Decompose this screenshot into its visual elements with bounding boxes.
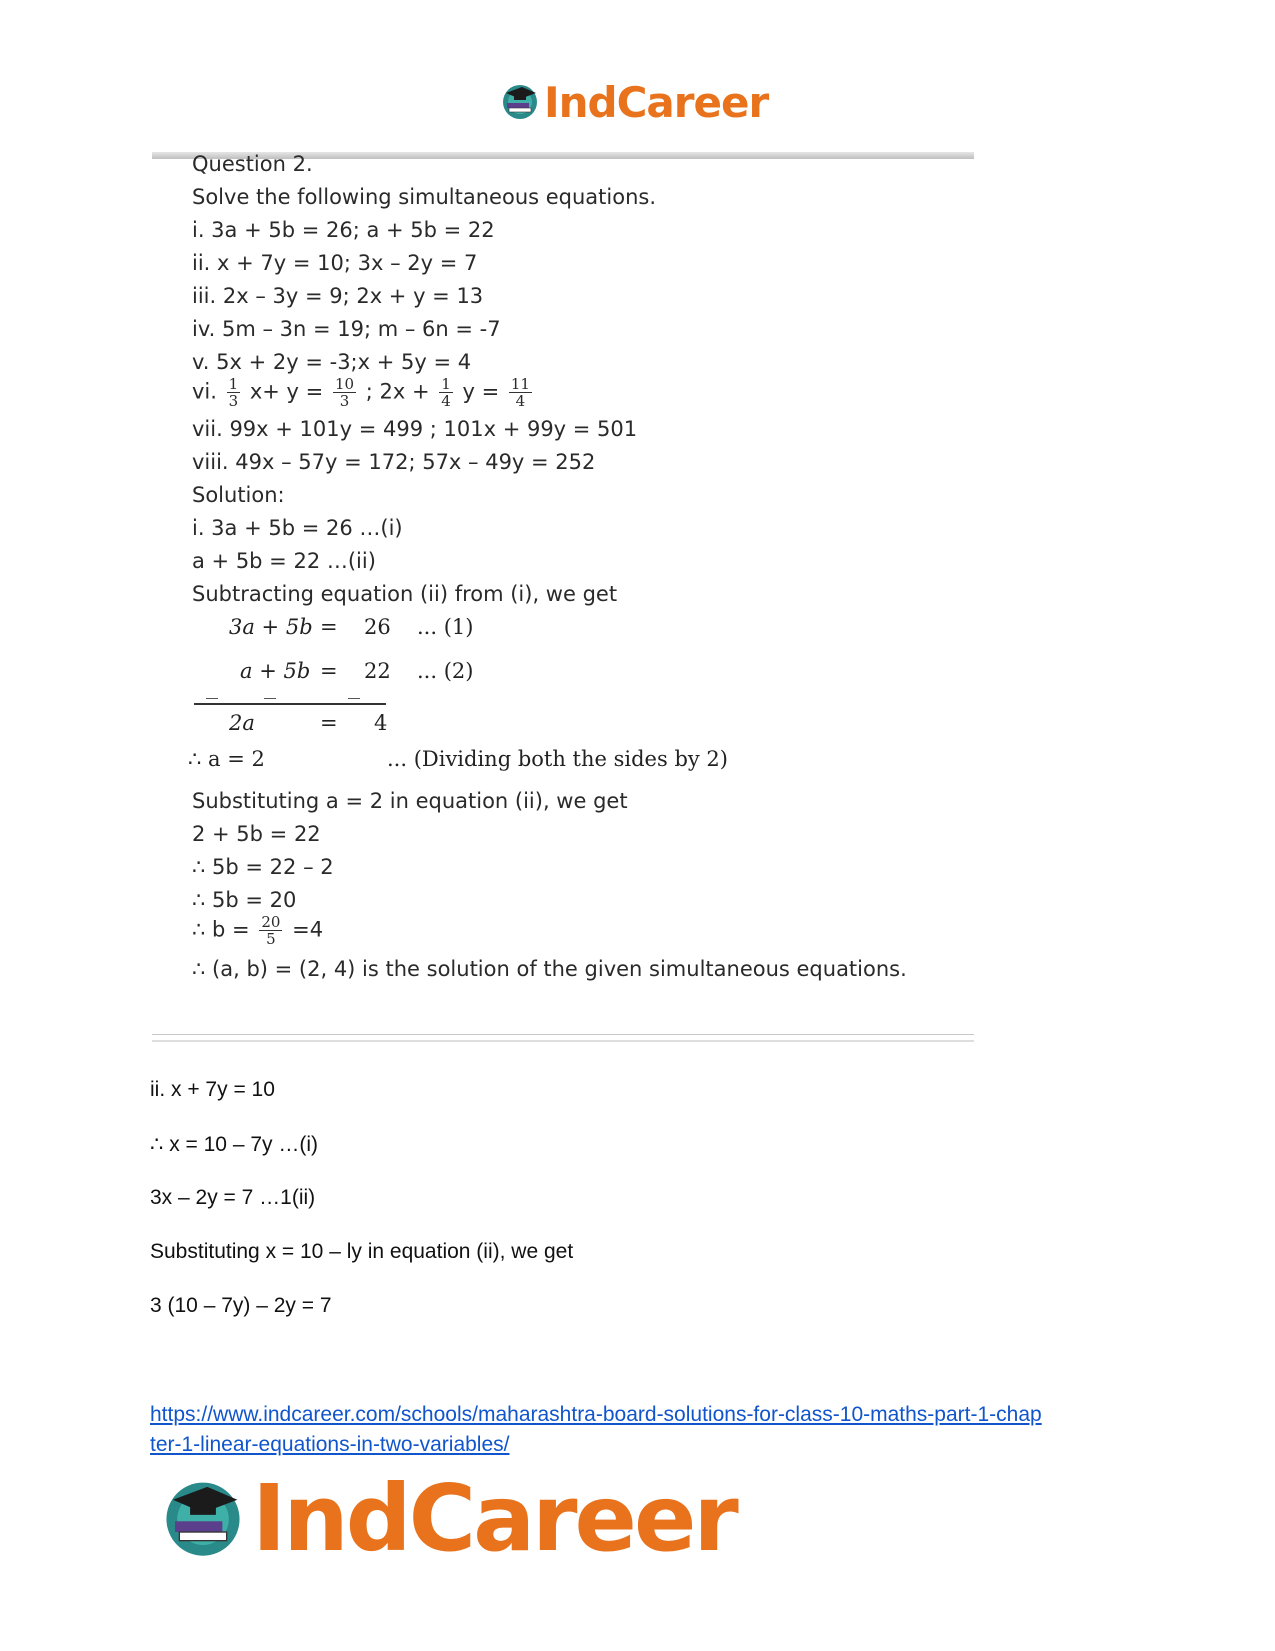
minus-sign: [264, 698, 276, 699]
question-item: iv. 5m – 3n = 19; m – 6n = -7: [192, 317, 501, 341]
indcareer-logo-bottom: [160, 1465, 736, 1572]
solution-line: 2 + 5b = 22: [192, 822, 321, 846]
source-link[interactable]: [150, 1400, 1130, 1460]
eq1-rhs: 26: [364, 615, 391, 639]
source-link-line[interactable]: https://www.indcareer.com/schools/maharashtra-board-solutions-for-class-10-maths-part-1-chap: [150, 1403, 1042, 1426]
question-item: viii. 49x – 57y = 172; 57x – 49y = 252: [192, 450, 596, 474]
solution-line: ∴ 5b = 20: [192, 888, 297, 912]
result-rhs: 4: [374, 711, 388, 735]
question-instruction: Solve the following simultaneous equations.: [192, 185, 657, 209]
question-item: i. 3a + 5b = 26; a + 5b = 22: [192, 218, 495, 242]
fraction: $\frac{1}{3}$: [228, 375, 239, 410]
solution-line: i. 3a + 5b = 26 …(i): [192, 516, 403, 540]
question-item-vi: vi. $\frac{1}{3}$ x+ y = $\frac{10}{3}$ ; 2x + $\frac{1}{4}$ y = $\frac{11}{4}$: [192, 375, 530, 410]
eq1-lhs: 3a + 5b: [229, 615, 313, 639]
solution-conclusion: ∴ (a, b) = (2, 4) is the solution of the given simultaneous equations.: [192, 957, 907, 981]
source-link-line[interactable]: ter-1-linear-equations-in-two-variables/: [150, 1433, 510, 1456]
indcareer-logo-top: [500, 78, 768, 127]
fraction: $\frac{11}{4}$: [510, 375, 530, 410]
b-value-line: ∴ b = $\frac{20}{5}$ =4: [192, 913, 324, 948]
graduation-globe-icon: [160, 1474, 246, 1564]
solution-line: Substituting a = 2 in equation (ii), we get: [192, 789, 628, 813]
solution-line: ∴ 5b = 22 – 2: [192, 855, 334, 879]
bottom-divider: [152, 1034, 974, 1035]
brand-wordmark: IndCareer: [252, 1465, 736, 1572]
subtraction-rule: [194, 703, 386, 705]
eq2-rhs: 22: [364, 659, 391, 683]
eq1-equals: =: [320, 615, 338, 639]
part-ii-line: 3 (10 – 7y) – 2y = 7: [150, 1294, 332, 1317]
question-item: v. 5x + 2y = -3;x + 5y = 4: [192, 350, 472, 374]
part-ii-line: ∴ x = 10 – 7y …(i): [150, 1133, 318, 1156]
question-item: vii. 99x + 101y = 499 ; 101x + 99y = 501: [192, 417, 638, 441]
result-lhs: 2a: [229, 711, 255, 735]
minus-sign: [206, 698, 218, 699]
graduation-globe-icon: [500, 81, 540, 125]
part-ii-line: Substituting x = 10 – ly in equation (ii), we get: [150, 1240, 574, 1263]
minus-sign: [348, 698, 360, 699]
eq1-tag: ... (1): [417, 615, 474, 639]
item-vi-prefix: vi.: [192, 379, 217, 404]
question-screenshot: [152, 152, 974, 1047]
eq2-lhs: a + 5b: [240, 659, 311, 683]
brand-wordmark: IndCareer: [544, 78, 769, 127]
question-item: ii. x + 7y = 10; 3x – 2y = 7: [192, 251, 478, 275]
result-equals: =: [320, 711, 338, 735]
question-heading: Question 2.: [192, 152, 313, 176]
bottom-divider: [152, 1040, 974, 1042]
fraction: $\frac{1}{4}$: [441, 375, 451, 410]
solution-line: Subtracting equation (ii) from (i), we get: [192, 582, 618, 606]
part-ii-line: ii. x + 7y = 10: [150, 1078, 275, 1101]
fraction: $\frac{10}{3}$: [334, 375, 355, 410]
eq2-tag: ... (2): [417, 659, 474, 683]
question-item: iii. 2x – 3y = 9; 2x + y = 13: [192, 284, 484, 308]
part-ii-line: 3x – 2y = 7 …1(ii): [150, 1186, 316, 1209]
solution-label: Solution:: [192, 483, 285, 507]
dividing-note: ... (Dividing both the sides by 2): [387, 747, 728, 771]
solution-line: a + 5b = 22 …(ii): [192, 549, 376, 573]
therefore-a: ∴ a = 2: [188, 747, 265, 771]
fraction: $\frac{20}{5}$: [261, 913, 281, 948]
eq2-equals: =: [320, 659, 338, 683]
